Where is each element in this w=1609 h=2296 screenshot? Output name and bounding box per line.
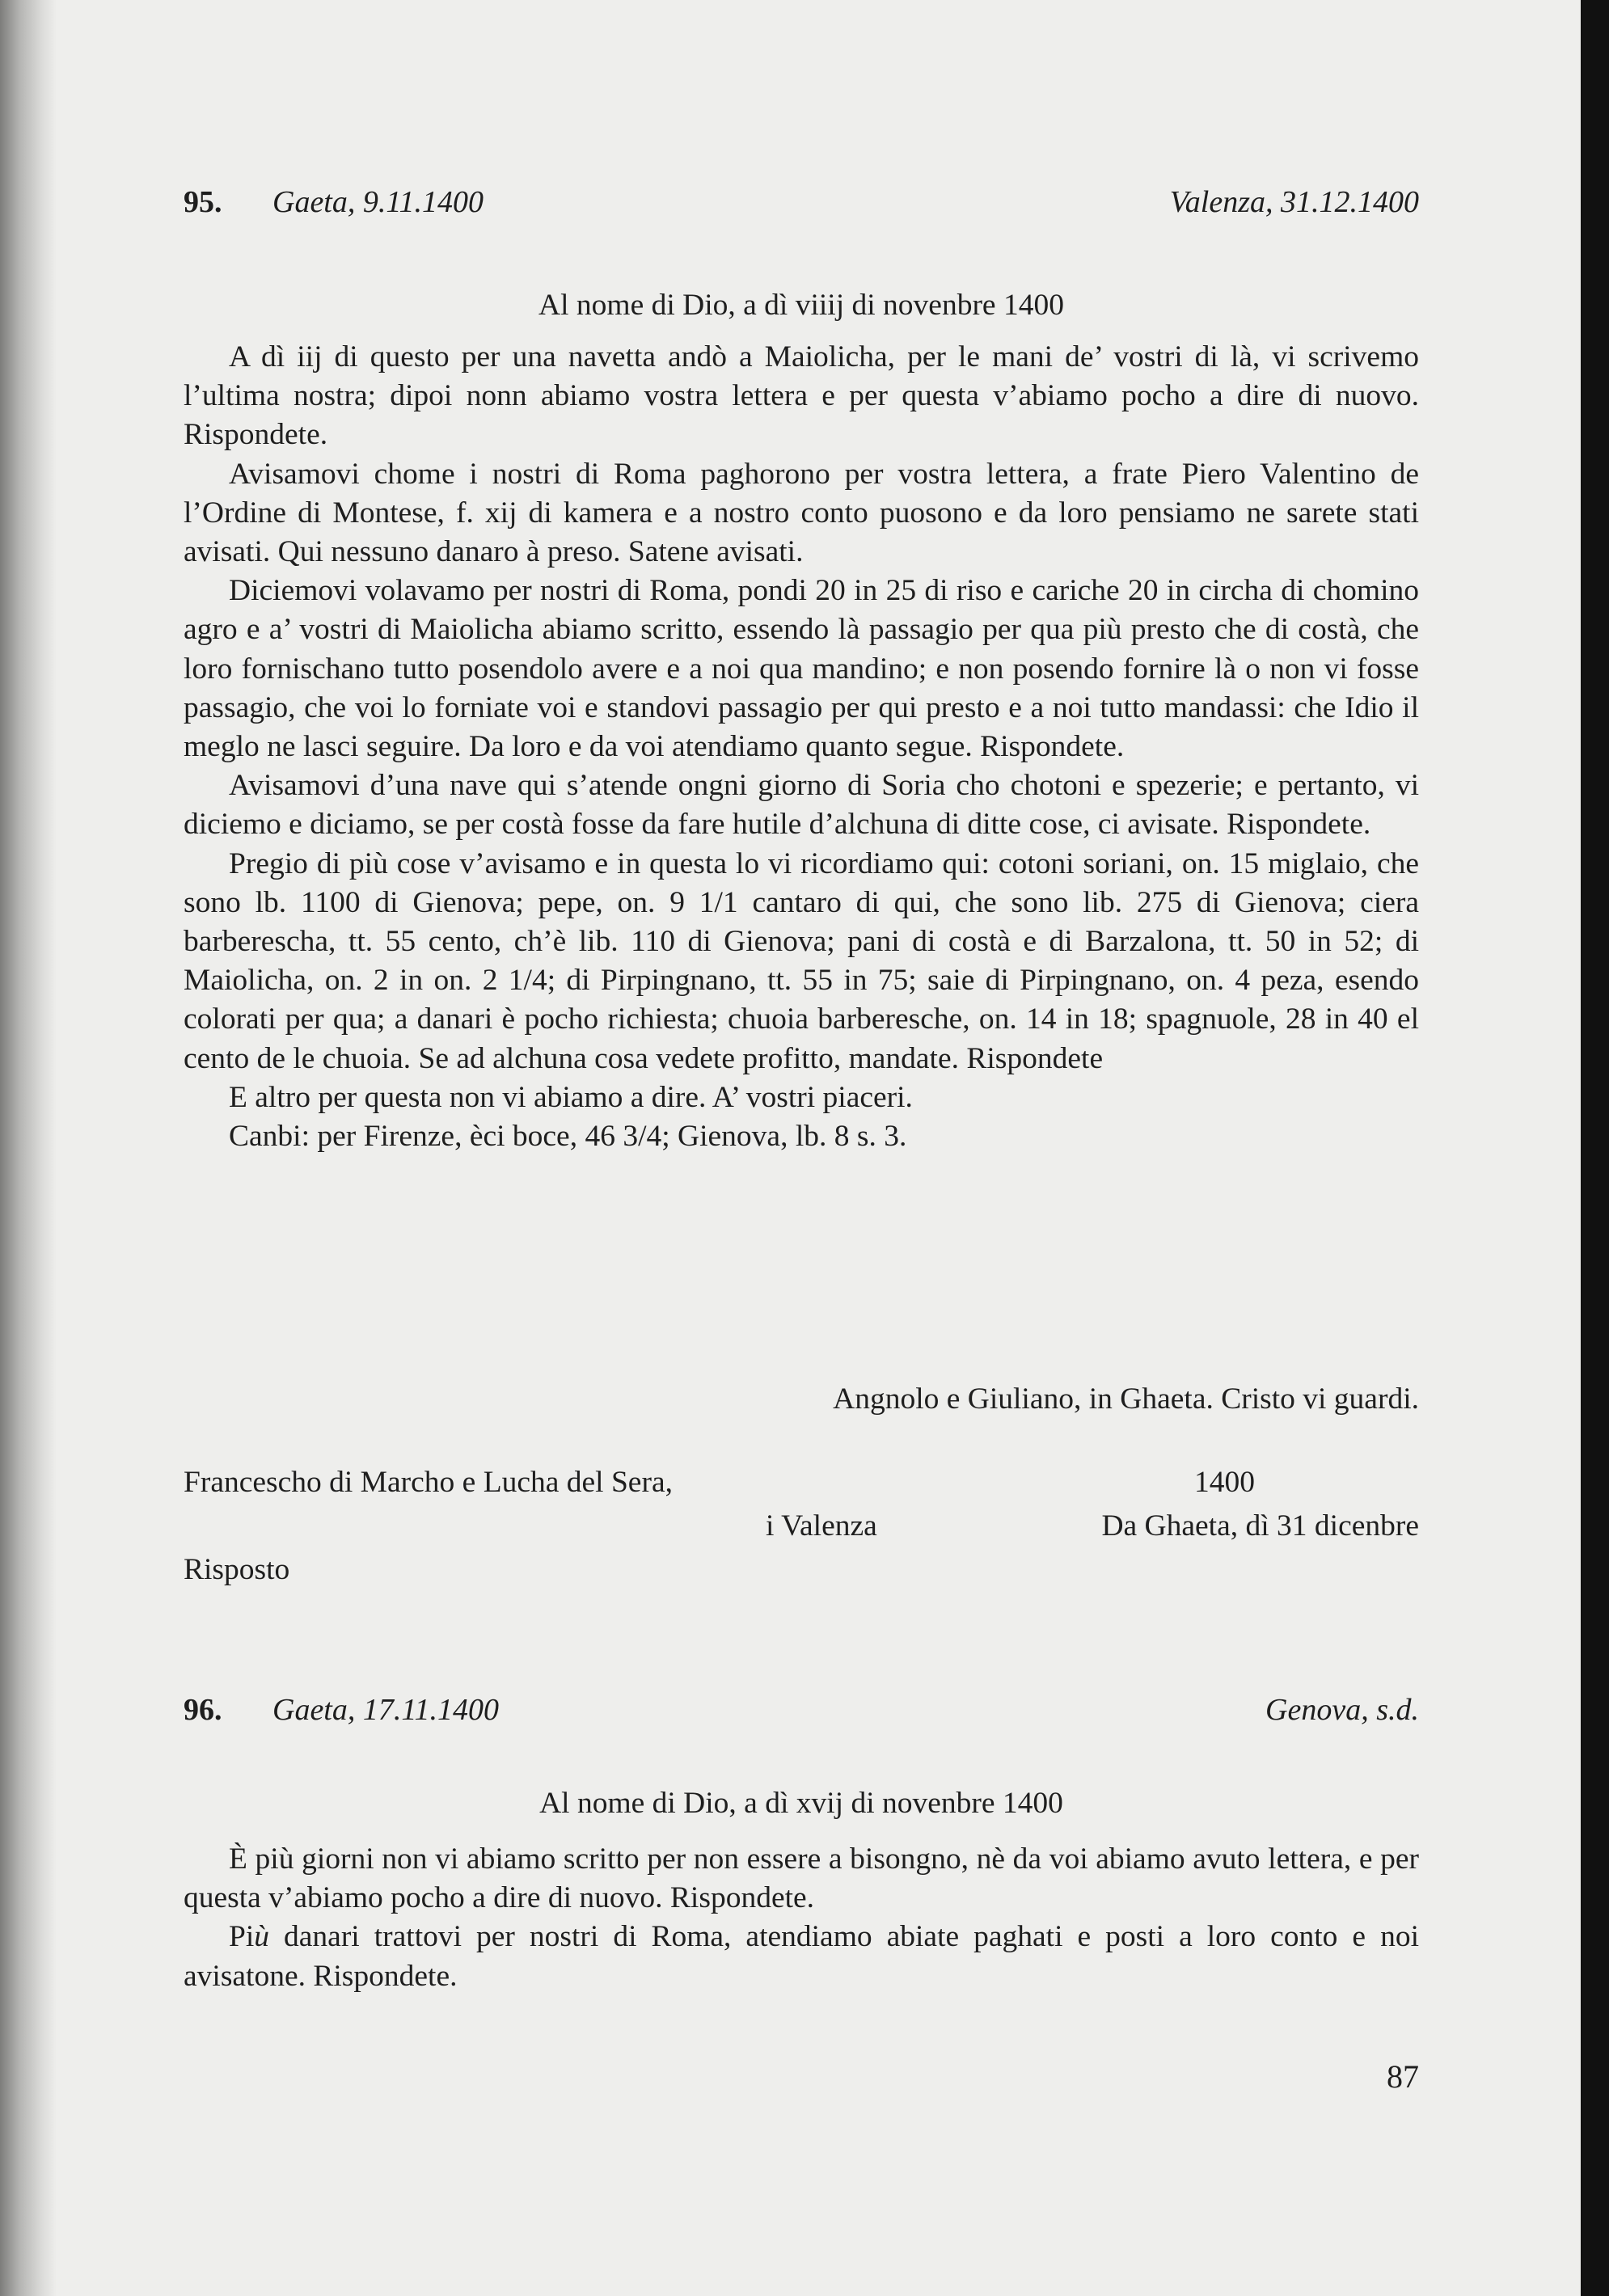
letter-96-paragraph: È più giorni non vi abiamo scritto per non essere a bisongno, nè da voi abiamo avuto lettera, e per questa v’abiamo pocho a dire di nuovo. Rispondete. xyxy=(184,1842,1419,1915)
letter-96-header xyxy=(184,1692,1419,1731)
address-received-note: Da Ghaeta, dì 31 dicenbre xyxy=(1101,1509,1419,1543)
letter-95-paragraph: Canbi: per Firenze, èci boce, 46 3/4; Gienova, lb. 8 s. 3. xyxy=(229,1120,907,1154)
letter-95-paragraph: A dì iij di questo per una navetta andò a Maiolicha, per le mani de’ vostri di là, vi scrivemo l’ultima nostra; dipoi nonn abiamo vostra lettera e per questa v’abiamo pocho a dire di nuovo. Rispondete. xyxy=(184,340,1419,452)
letter-95-destination: Valenza, 31.12.1400 xyxy=(1169,185,1419,219)
page-gutter-shadow xyxy=(0,0,57,2296)
letter-95-paragraph: Avisamovi d’una nave qui s’atende ongni giorno di Soria cho chotoni e spezerie; e pertanto, vi diciemo e diciamo, se per costà fosse da fare hutile d’alchuna di ditte cose, ci avisate. Rispondete. xyxy=(184,769,1419,842)
letter-95-number: 95. xyxy=(184,185,222,219)
address-recipients: Francescho di Marcho e Lucha del Sera, xyxy=(184,1466,673,1499)
letter-95-paragraph: Pregio di più cose v’avisamo e in questa lo vi ricordiamo qui: cotoni soriani, on. 15 miglaio, che sono lb. 1100 di Gienova; pepe, on. 9 1/1 cantaro di qui, che sono lib. 275 di Gienova; ciera barberescha, tt. 55 cento, ch’è lib. 110 di Gienova; pani di costà e di Barzalona, tt. 50 in 52; di Maiolicha, on. 2 in on. 2 1/4; di Pirpingnano, tt. 55 in 75; saie di Pirpingnano, on. 4 peza, esendo colorati per qua; a danari è pocho richiesta; chuoia barberesche, on. 14 in 18; spagnuole, 28 in 40 el cento de le chuoia. Se ad alchuna cosa vedete profitto, mandate. Rispondete xyxy=(184,846,1419,1075)
letter-95-paragraph: Diciemovi volavamo per nostri di Roma, pondi 20 in 25 di riso e cariche 20 in circha di chomino agro e a’ vostri di Maiolicha abiamo scritto, essendo là passagio per qua più presto che di costà, che loro fornischano tutto posendolo avere e a noi qua mandino; e non posendo fornire là o non vi fosse passagio, che voi lo forniate voi e standovi passagio per qui presto e a noi tutto mandassi: che Idio il meglo ne lasci seguire. Da loro e da voi atendiamo quanto segue. Rispondete. xyxy=(184,574,1419,764)
letter-96-paragraph xyxy=(184,1918,1419,1995)
italic-emendation: ù xyxy=(254,1920,270,1954)
letter-95-heading: Al nome di Dio, a dì viiij di novenbre 1400 xyxy=(538,289,1064,322)
answered-note: Risposto xyxy=(184,1553,290,1586)
letter-96-number: 96. xyxy=(184,1693,222,1727)
letter-95-paragraph: Avisamovi chome i nostri di Roma paghorono per vostra lettera, a frate Piero Valentino de l’Ordine di Montese, f. xij di kamera e a nostro conto puosono e da loro pensiamo ne sarete stati avisati. Qui nessuno danaro à preso. Satene avisati. xyxy=(184,457,1419,569)
letter-96-heading: Al nome di Dio, a dì xvij di novenbre 1400 xyxy=(539,1787,1063,1820)
letter-95-header xyxy=(184,184,1419,223)
letter-95-origin: Gaeta, 9.11.1400 xyxy=(272,185,484,219)
letter-96-origin: Gaeta, 17.11.1400 xyxy=(272,1693,500,1727)
address-year: 1400 xyxy=(1194,1466,1255,1499)
address-city: i Valenza xyxy=(766,1509,877,1543)
letter-95-body xyxy=(184,338,1419,1156)
letter-95-paragraph: E altro per questa non vi abiamo a dire. A’ vostri piaceri. xyxy=(229,1080,913,1114)
scan-edge xyxy=(1581,0,1609,2296)
page-number: 87 xyxy=(1387,2058,1419,2095)
letter-95-signature: Angnolo e Giuliano, in Ghaeta. Cristo vi guardi. xyxy=(833,1382,1419,1416)
paragraph-start: Pi xyxy=(229,1920,255,1954)
paragraph-rest: danari trattovi per nostri di Roma, atendiamo abiate paghati e posti a loro conto e noi avisatone. Rispondete. xyxy=(184,1920,1419,1993)
letter-96-body xyxy=(184,1840,1419,1996)
letter-96-destination: Genova, s.d. xyxy=(1265,1693,1419,1727)
